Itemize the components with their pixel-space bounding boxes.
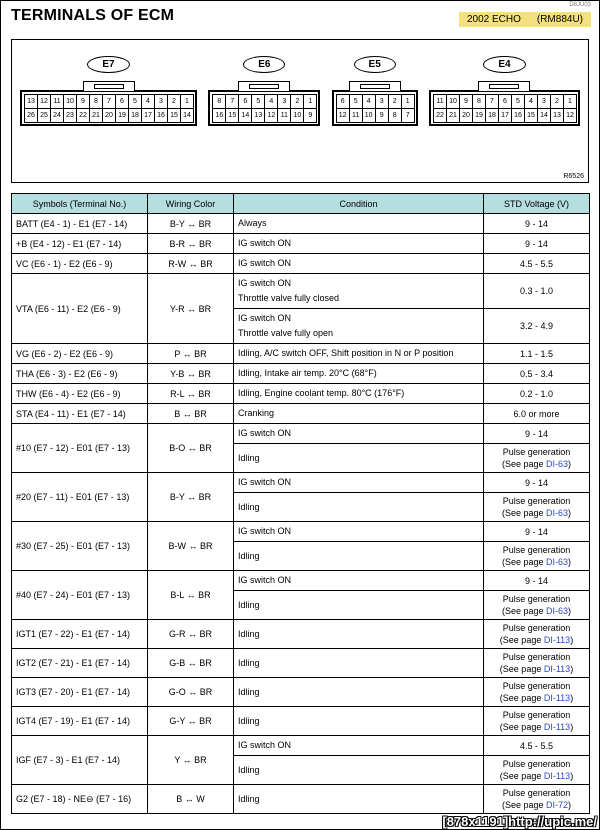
pin-row bbox=[433, 108, 576, 122]
connector-e4 bbox=[429, 56, 580, 126]
std-voltage-cell: 0.3 - 1.0 bbox=[484, 274, 590, 309]
symbol-cell: STA (E4 - 11) - E1 (E7 - 14) bbox=[12, 404, 148, 424]
wiring-color-cell: B-W ↔ BR bbox=[148, 522, 234, 571]
table-row bbox=[12, 384, 590, 404]
wiring-color-cell: B ↔ BR bbox=[148, 404, 234, 424]
condition-cell: Idling bbox=[234, 649, 484, 678]
pin-e6-9: 9 bbox=[303, 108, 317, 123]
condition-cell: IG switch ON bbox=[234, 234, 484, 254]
pin-e5-1: 1 bbox=[401, 94, 415, 109]
pin-e4-9: 9 bbox=[459, 94, 473, 109]
condition-cell: Idling bbox=[234, 785, 484, 814]
wiring-color-cell: B-L ↔ BR bbox=[148, 571, 234, 620]
condition-cell: Idling bbox=[234, 620, 484, 649]
pin-e7-21: 21 bbox=[89, 108, 103, 123]
pin-e7-10: 10 bbox=[63, 94, 77, 109]
header-std-voltage: STD Voltage (V) bbox=[484, 194, 590, 214]
pin-e4-2: 2 bbox=[550, 94, 564, 109]
table-row bbox=[12, 364, 590, 384]
pin-e7-8: 8 bbox=[89, 94, 103, 109]
wiring-color-cell: B-O ↔ BR bbox=[148, 424, 234, 473]
condition-cell: IG switch ON Throttle valve fully closed bbox=[234, 274, 484, 309]
figure-code: R6526 bbox=[563, 173, 584, 180]
connector-label-e5: E5 bbox=[354, 56, 396, 73]
condition-cell: Idling bbox=[234, 493, 484, 522]
pin-e7-17: 17 bbox=[141, 108, 155, 123]
std-voltage-cell: 3.2 - 4.9 bbox=[484, 309, 590, 344]
pin-row bbox=[336, 94, 414, 108]
condition-cell: IG switch ON bbox=[234, 736, 484, 756]
wiring-color-cell: R-L ↔ BR bbox=[148, 384, 234, 404]
symbol-cell: G2 (E7 - 18) - NE⊖ (E7 - 16) bbox=[12, 785, 148, 814]
condition-cell: IG switch ON bbox=[234, 254, 484, 274]
std-voltage-cell: 0.2 - 1.0 bbox=[484, 384, 590, 404]
connector-tab bbox=[83, 81, 135, 91]
condition-cell: Cranking bbox=[234, 404, 484, 424]
std-voltage-cell: 9 - 14 bbox=[484, 234, 590, 254]
symbol-cell: VC (E6 - 1) - E2 (E6 - 9) bbox=[12, 254, 148, 274]
std-voltage-cell: 9 - 14 bbox=[484, 424, 590, 444]
std-voltage-cell: Pulse generation (See page DI-113) bbox=[484, 756, 590, 785]
pin-row bbox=[433, 94, 576, 108]
pin-e7-15: 15 bbox=[167, 108, 181, 123]
symbol-cell: #20 (E7 - 11) - E01 (E7 - 13) bbox=[12, 473, 148, 522]
pin-e4-17: 17 bbox=[498, 108, 512, 123]
connector-e7 bbox=[20, 56, 197, 126]
wiring-color-cell: P ↔ BR bbox=[148, 344, 234, 364]
pin-e7-4: 4 bbox=[141, 94, 155, 109]
condition-cell: Idling bbox=[234, 591, 484, 620]
pin-row bbox=[24, 108, 193, 122]
wiring-color-cell: B ↔ W bbox=[148, 785, 234, 814]
pin-e7-12: 12 bbox=[37, 94, 51, 109]
pin-e4-12: 12 bbox=[563, 108, 577, 123]
pin-e4-6: 6 bbox=[498, 94, 512, 109]
page-title: TERMINALS OF ECM bbox=[11, 7, 175, 24]
terminals-table bbox=[11, 193, 590, 814]
pin-e7-11: 11 bbox=[50, 94, 64, 109]
pin-e6-12: 12 bbox=[264, 108, 278, 123]
pin-e4-21: 21 bbox=[446, 108, 460, 123]
condition-cell: IG switch ON bbox=[234, 571, 484, 591]
pin-e4-19: 19 bbox=[472, 108, 486, 123]
pin-e4-3: 3 bbox=[537, 94, 551, 109]
page-link-di-63[interactable]: DI-63 bbox=[546, 459, 569, 469]
pin-e4-4: 4 bbox=[524, 94, 538, 109]
std-voltage-cell: 9 - 14 bbox=[484, 522, 590, 542]
table-row bbox=[12, 473, 590, 493]
connector-body bbox=[332, 90, 418, 126]
page-link-di-113[interactable]: DI-113 bbox=[543, 664, 571, 674]
pin-e5-9: 9 bbox=[375, 108, 389, 123]
pin-e7-13: 13 bbox=[24, 94, 38, 109]
wiring-color-cell: R-W ↔ BR bbox=[148, 254, 234, 274]
condition-cell: Idling bbox=[234, 707, 484, 736]
header-condition: Condition bbox=[234, 194, 484, 214]
pin-e5-12: 12 bbox=[336, 108, 350, 123]
page-link-di-72[interactable]: DI-72 bbox=[546, 800, 569, 810]
header-symbols: Symbols (Terminal No.) bbox=[12, 194, 148, 214]
std-voltage-cell: Pulse generation (See page DI-63) bbox=[484, 542, 590, 571]
wiring-color-cell: Y-R ↔ BR bbox=[148, 274, 234, 344]
table-row bbox=[12, 424, 590, 444]
wiring-color-cell: B-Y ↔ BR bbox=[148, 214, 234, 234]
wiring-color-cell: Y ↔ BR bbox=[148, 736, 234, 785]
pin-e5-6: 6 bbox=[336, 94, 350, 109]
condition-cell: Always bbox=[234, 214, 484, 234]
pin-e4-11: 11 bbox=[433, 94, 447, 109]
pin-e7-25: 25 bbox=[37, 108, 51, 123]
pin-e7-1: 1 bbox=[180, 94, 194, 109]
pin-e5-11: 11 bbox=[349, 108, 363, 123]
watermark: [878x1191]http://upic.me/ bbox=[442, 814, 597, 829]
condition-cell: Idling, Intake air temp. 20°C (68°F) bbox=[234, 364, 484, 384]
symbol-cell: #30 (E7 - 25) - E01 (E7 - 13) bbox=[12, 522, 148, 571]
std-voltage-cell: 4.5 - 5.5 bbox=[484, 254, 590, 274]
std-voltage-cell: 9 - 14 bbox=[484, 214, 590, 234]
condition-cell: Idling, Engine coolant temp. 80°C (176°F) bbox=[234, 384, 484, 404]
table-row bbox=[12, 785, 590, 814]
std-voltage-cell: Pulse generation (See page DI-113) bbox=[484, 678, 590, 707]
pin-e7-9: 9 bbox=[76, 94, 90, 109]
table-row bbox=[12, 649, 590, 678]
pin-e4-16: 16 bbox=[511, 108, 525, 123]
connector-e6 bbox=[208, 56, 320, 126]
std-voltage-cell: Pulse generation (See page DI-113) bbox=[484, 649, 590, 678]
table-row bbox=[12, 404, 590, 424]
condition-cell: Idling bbox=[234, 444, 484, 473]
table-row bbox=[12, 707, 590, 736]
symbol-cell: #10 (E7 - 12) - E01 (E7 - 13) bbox=[12, 424, 148, 473]
vehicle-badge bbox=[459, 12, 591, 27]
condition-cell: Idling bbox=[234, 542, 484, 571]
connector-tab bbox=[478, 81, 530, 91]
std-voltage-cell: 6.0 or more bbox=[484, 404, 590, 424]
table-row bbox=[12, 274, 590, 309]
connector-label-e7: E7 bbox=[87, 56, 129, 73]
wiring-color-cell: B-Y ↔ BR bbox=[148, 473, 234, 522]
pin-e6-8: 8 bbox=[212, 94, 226, 109]
std-voltage-cell: 1.1 - 1.5 bbox=[484, 344, 590, 364]
symbol-cell: BATT (E4 - 1) - E1 (E7 - 14) bbox=[12, 214, 148, 234]
connector-body bbox=[20, 90, 197, 126]
pin-e5-8: 8 bbox=[388, 108, 402, 123]
page-link-di-63[interactable]: DI-63 bbox=[546, 606, 569, 616]
pin-e7-3: 3 bbox=[154, 94, 168, 109]
pin-e4-14: 14 bbox=[537, 108, 551, 123]
symbol-cell: +B (E4 - 12) - E1 (E7 - 14) bbox=[12, 234, 148, 254]
pin-e6-16: 16 bbox=[212, 108, 226, 123]
condition-cell: IG switch ON bbox=[234, 473, 484, 493]
pin-e7-14: 14 bbox=[180, 108, 194, 123]
ecm-connector-diagram bbox=[11, 39, 589, 183]
table-row bbox=[12, 571, 590, 591]
wiring-color-cell: G-O ↔ BR bbox=[148, 678, 234, 707]
std-voltage-cell: Pulse generation (See page DI-63) bbox=[484, 591, 590, 620]
symbol-cell: IGT4 (E7 - 19) - E1 (E7 - 14) bbox=[12, 707, 148, 736]
table-row bbox=[12, 214, 590, 234]
table-row bbox=[12, 736, 590, 756]
pin-e7-2: 2 bbox=[167, 94, 181, 109]
symbol-cell: #40 (E7 - 24) - E01 (E7 - 13) bbox=[12, 571, 148, 620]
connector-e5 bbox=[332, 56, 418, 126]
pin-e4-10: 10 bbox=[446, 94, 460, 109]
pin-e4-22: 22 bbox=[433, 108, 447, 123]
pin-e6-6: 6 bbox=[238, 94, 252, 109]
pin-e6-14: 14 bbox=[238, 108, 252, 123]
pin-e7-6: 6 bbox=[115, 94, 129, 109]
model-code: (RM884U) bbox=[536, 14, 583, 25]
connector-tab bbox=[238, 81, 290, 91]
table-row bbox=[12, 678, 590, 707]
pin-e4-15: 15 bbox=[524, 108, 538, 123]
page-link-di-113[interactable]: DI-113 bbox=[543, 693, 571, 703]
pin-e7-7: 7 bbox=[102, 94, 116, 109]
pin-e7-22: 22 bbox=[76, 108, 90, 123]
symbol-cell: IGT1 (E7 - 22) - E1 (E7 - 14) bbox=[12, 620, 148, 649]
connector-body bbox=[208, 90, 320, 126]
terminals-table-body bbox=[12, 214, 590, 814]
pin-e7-18: 18 bbox=[128, 108, 142, 123]
wiring-color-cell: G-B ↔ BR bbox=[148, 649, 234, 678]
wiring-color-cell: B-R ↔ BR bbox=[148, 234, 234, 254]
pin-e6-11: 11 bbox=[277, 108, 291, 123]
pin-e5-3: 3 bbox=[375, 94, 389, 109]
symbol-cell: IGF (E7 - 3) - E1 (E7 - 14) bbox=[12, 736, 148, 785]
symbol-cell: THW (E6 - 4) - E2 (E6 - 9) bbox=[12, 384, 148, 404]
pin-e4-7: 7 bbox=[485, 94, 499, 109]
table-row bbox=[12, 254, 590, 274]
pin-e4-1: 1 bbox=[563, 94, 577, 109]
pin-e5-5: 5 bbox=[349, 94, 363, 109]
page-link-di-63[interactable]: DI-63 bbox=[546, 557, 569, 567]
pin-e4-5: 5 bbox=[511, 94, 525, 109]
connector-row bbox=[12, 40, 588, 126]
terminals-table-wrap bbox=[11, 193, 589, 814]
wiring-color-cell: G-R ↔ BR bbox=[148, 620, 234, 649]
pin-row bbox=[212, 94, 316, 108]
symbol-cell: VG (E6 - 2) - E2 (E6 - 9) bbox=[12, 344, 148, 364]
pin-e7-19: 19 bbox=[115, 108, 129, 123]
pin-e7-20: 20 bbox=[102, 108, 116, 123]
doc-code: D8JU03 bbox=[569, 2, 591, 8]
pin-e5-4: 4 bbox=[362, 94, 376, 109]
wiring-color-cell: G-Y ↔ BR bbox=[148, 707, 234, 736]
std-voltage-cell: 9 - 14 bbox=[484, 473, 590, 493]
std-voltage-cell: 9 - 14 bbox=[484, 571, 590, 591]
table-row bbox=[12, 234, 590, 254]
condition-cell: IG switch ON bbox=[234, 424, 484, 444]
std-voltage-cell: Pulse generation (See page DI-63) bbox=[484, 493, 590, 522]
std-voltage-cell: Pulse generation (See page DI-72) bbox=[484, 785, 590, 814]
std-voltage-cell: 0.5 - 3.4 bbox=[484, 364, 590, 384]
pin-e4-20: 20 bbox=[459, 108, 473, 123]
table-header-row bbox=[12, 194, 590, 214]
pin-e6-1: 1 bbox=[303, 94, 317, 109]
pin-row bbox=[212, 108, 316, 122]
table-row bbox=[12, 620, 590, 649]
header-wiring-color: Wiring Color bbox=[148, 194, 234, 214]
pin-e6-4: 4 bbox=[264, 94, 278, 109]
condition-cell: IG switch ON Throttle valve fully open bbox=[234, 309, 484, 344]
pin-row bbox=[336, 108, 414, 122]
page-link-di-113[interactable]: DI-113 bbox=[543, 771, 571, 781]
symbol-cell: IGT3 (E7 - 20) - E1 (E7 - 14) bbox=[12, 678, 148, 707]
std-voltage-cell: Pulse generation (See page DI-113) bbox=[484, 620, 590, 649]
pin-e4-13: 13 bbox=[550, 108, 564, 123]
page-link-di-63[interactable]: DI-63 bbox=[546, 508, 569, 518]
pin-e5-2: 2 bbox=[388, 94, 402, 109]
pin-e5-7: 7 bbox=[401, 108, 415, 123]
pin-e6-13: 13 bbox=[251, 108, 265, 123]
page-link-di-113[interactable]: DI-113 bbox=[543, 722, 571, 732]
pin-e4-18: 18 bbox=[485, 108, 499, 123]
vehicle-name: 2002 ECHO bbox=[466, 14, 521, 25]
pin-e7-23: 23 bbox=[63, 108, 77, 123]
condition-cell: IG switch ON bbox=[234, 522, 484, 542]
condition-cell: Idling bbox=[234, 678, 484, 707]
std-voltage-cell: Pulse generation (See page DI-63) bbox=[484, 444, 590, 473]
pin-e6-7: 7 bbox=[225, 94, 239, 109]
wiring-color-cell: Y-B ↔ BR bbox=[148, 364, 234, 384]
pin-e7-24: 24 bbox=[50, 108, 64, 123]
condition-cell: Idling, A/C switch OFF, Shift position in N or P position bbox=[234, 344, 484, 364]
table-row bbox=[12, 344, 590, 364]
symbol-cell: VTA (E6 - 11) - E2 (E6 - 9) bbox=[12, 274, 148, 344]
connector-label-e4: E4 bbox=[483, 56, 525, 73]
pin-e6-5: 5 bbox=[251, 94, 265, 109]
std-voltage-cell: Pulse generation (See page DI-113) bbox=[484, 707, 590, 736]
std-voltage-cell: 4.5 - 5.5 bbox=[484, 736, 590, 756]
pin-e6-2: 2 bbox=[290, 94, 304, 109]
pin-e6-10: 10 bbox=[290, 108, 304, 123]
symbol-cell: IGT2 (E7 - 21) - E1 (E7 - 14) bbox=[12, 649, 148, 678]
connector-tab bbox=[349, 81, 401, 91]
page-link-di-113[interactable]: DI-113 bbox=[543, 635, 571, 645]
pin-e4-8: 8 bbox=[472, 94, 486, 109]
pin-e7-5: 5 bbox=[128, 94, 142, 109]
pin-e6-15: 15 bbox=[225, 108, 239, 123]
pin-e6-3: 3 bbox=[277, 94, 291, 109]
pin-e7-16: 16 bbox=[154, 108, 168, 123]
condition-cell: Idling bbox=[234, 756, 484, 785]
pin-e7-26: 26 bbox=[24, 108, 38, 123]
symbol-cell: THA (E6 - 3) - E2 (E6 - 9) bbox=[12, 364, 148, 384]
connector-label-e6: E6 bbox=[243, 56, 285, 73]
pin-e5-10: 10 bbox=[362, 108, 376, 123]
connector-body bbox=[429, 90, 580, 126]
table-row bbox=[12, 522, 590, 542]
pin-row bbox=[24, 94, 193, 108]
